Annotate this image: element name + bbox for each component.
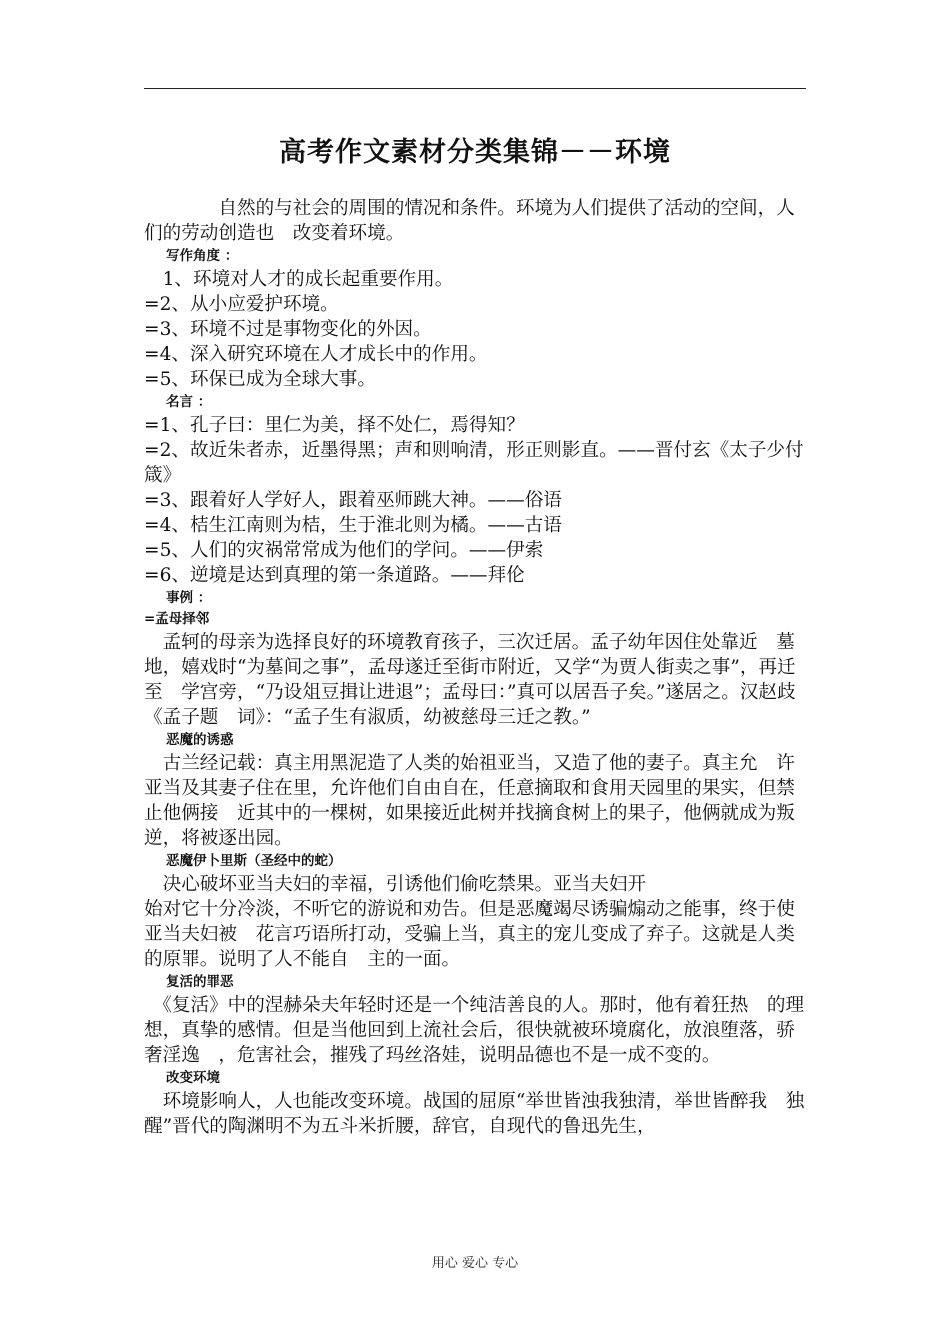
example-text-resurrection: 《复活》中的涅赫朵夫年轻时还是一个纯洁善良的人。那时，他有着狂热 的理想，真挚的感情。但是当他回到上流社会后，很快就被环境腐化，放浪堕落，骄奢淫逸 ，危害社会，摧残了玛丝洛娃，说明品德也不是一成不变的。 [144, 995, 805, 1066]
quote-item: =6、逆境是达到真理的第一条道路。——拜伦 [144, 565, 525, 586]
example-heading-temptation: 恶魔的诱惑 [166, 732, 234, 748]
example-heading-change: 改变环境 [166, 1070, 220, 1086]
writing-angle-heading: 写作角度 ： [166, 248, 239, 264]
quotes-heading: 名言 ： [166, 394, 212, 410]
quote-item: =2、故近朱者赤，近墨得黑；声和则响清，形正则影直。——晋付玄《太子少付 箴》 [144, 440, 823, 486]
example-heading-resurrection: 复活的罪恶 [166, 974, 234, 990]
page-footer: 用心 爱心 专心 [431, 1256, 519, 1271]
angle-item: =2、从小应爱护环境。 [144, 294, 339, 315]
example-text-iblis: 始对它十分冷淡，不听它的游说和劝告。但是恶魔竭尽诱骗煽动之能事，终于使亚当夫妇被 花言巧语所打动，受骗上当，真主的宠儿变成了弃子。这就是人类的原罪。说明了人不能自 主的一面。 [144, 899, 795, 970]
example-heading-mengmu: =孟母择邻 [144, 611, 210, 627]
angle-item: =3、环境不过是事物变化的外因。 [144, 319, 432, 340]
quote-item: =1、孔子曰：里仁为美，择不处仁，焉得知？ [144, 415, 525, 436]
examples-heading: 事例 ： [166, 590, 212, 606]
page-title: 高考作文素材分类集锦－－环境 [279, 137, 671, 168]
document-body [144, 196, 823, 1139]
quote-item: =3、跟着好人学好人，跟着巫师跳大神。——俗语 [144, 490, 562, 511]
example-text-iblis-first: 决心破坏亚当夫妇的幸福，引诱他们偷吃禁果。亚当夫妇开 [144, 874, 647, 895]
quote-item: =4、桔生江南则为桔，生于淮北则为橘。——古语 [144, 515, 562, 536]
example-text-temptation: 古兰经记载：真主用黑泥造了人类的始祖亚当，又造了他的妻子。真主允 许亚当及其妻子住在里，允许他们自由自在，任意摘取和食用天园里的果实，但禁止他俩接 近其中的一棵树，如果接近此树并找摘食树上的果子，他俩就成为叛逆，将被逐出园。 [144, 753, 795, 849]
example-text-change: 环境影响人，人也能改变环境。战国的屈原“举世皆浊我独清，举世皆醉我 独醒”晋代的陶渊明不为五斗米折腰，辞官，自现代的鲁迅先生， [144, 1091, 805, 1137]
angle-item: =5、环保已成为全球大事。 [144, 369, 376, 390]
example-heading-iblis: 恶魔伊卜里斯（圣经中的蛇） [166, 853, 342, 869]
angle-item: =4、深入研究环境在人才成长中的作用。 [144, 344, 488, 365]
intro-paragraph: 自然的与社会的周围的情况和条件。环境为人们提供了活动的空间，人们的劳动创造也 改变着环境。 [144, 198, 795, 244]
angle-item: 1、环境对人才的成长起重要作用。 [144, 269, 454, 290]
header-rule [144, 88, 806, 89]
quote-item: =5、人们的灾祸常常成为他们的学问。——伊索 [144, 540, 544, 561]
example-text-mengmu: 孟轲的母亲为选择良好的环境教育孩子，三次迁居。孟子幼年因住处靠近 墓地，嬉戏时“为墓间之事”，孟母遂迁至街市附近，又学“为贾人街卖之事”，再迁至 学宫旁，“乃设俎豆揖让进退”；孟母曰：”真可以居吾子矣。”遂居之。汉赵歧《孟子题 词》：“孟子生有淑质，幼被慈母三迁之教。” [144, 632, 796, 728]
